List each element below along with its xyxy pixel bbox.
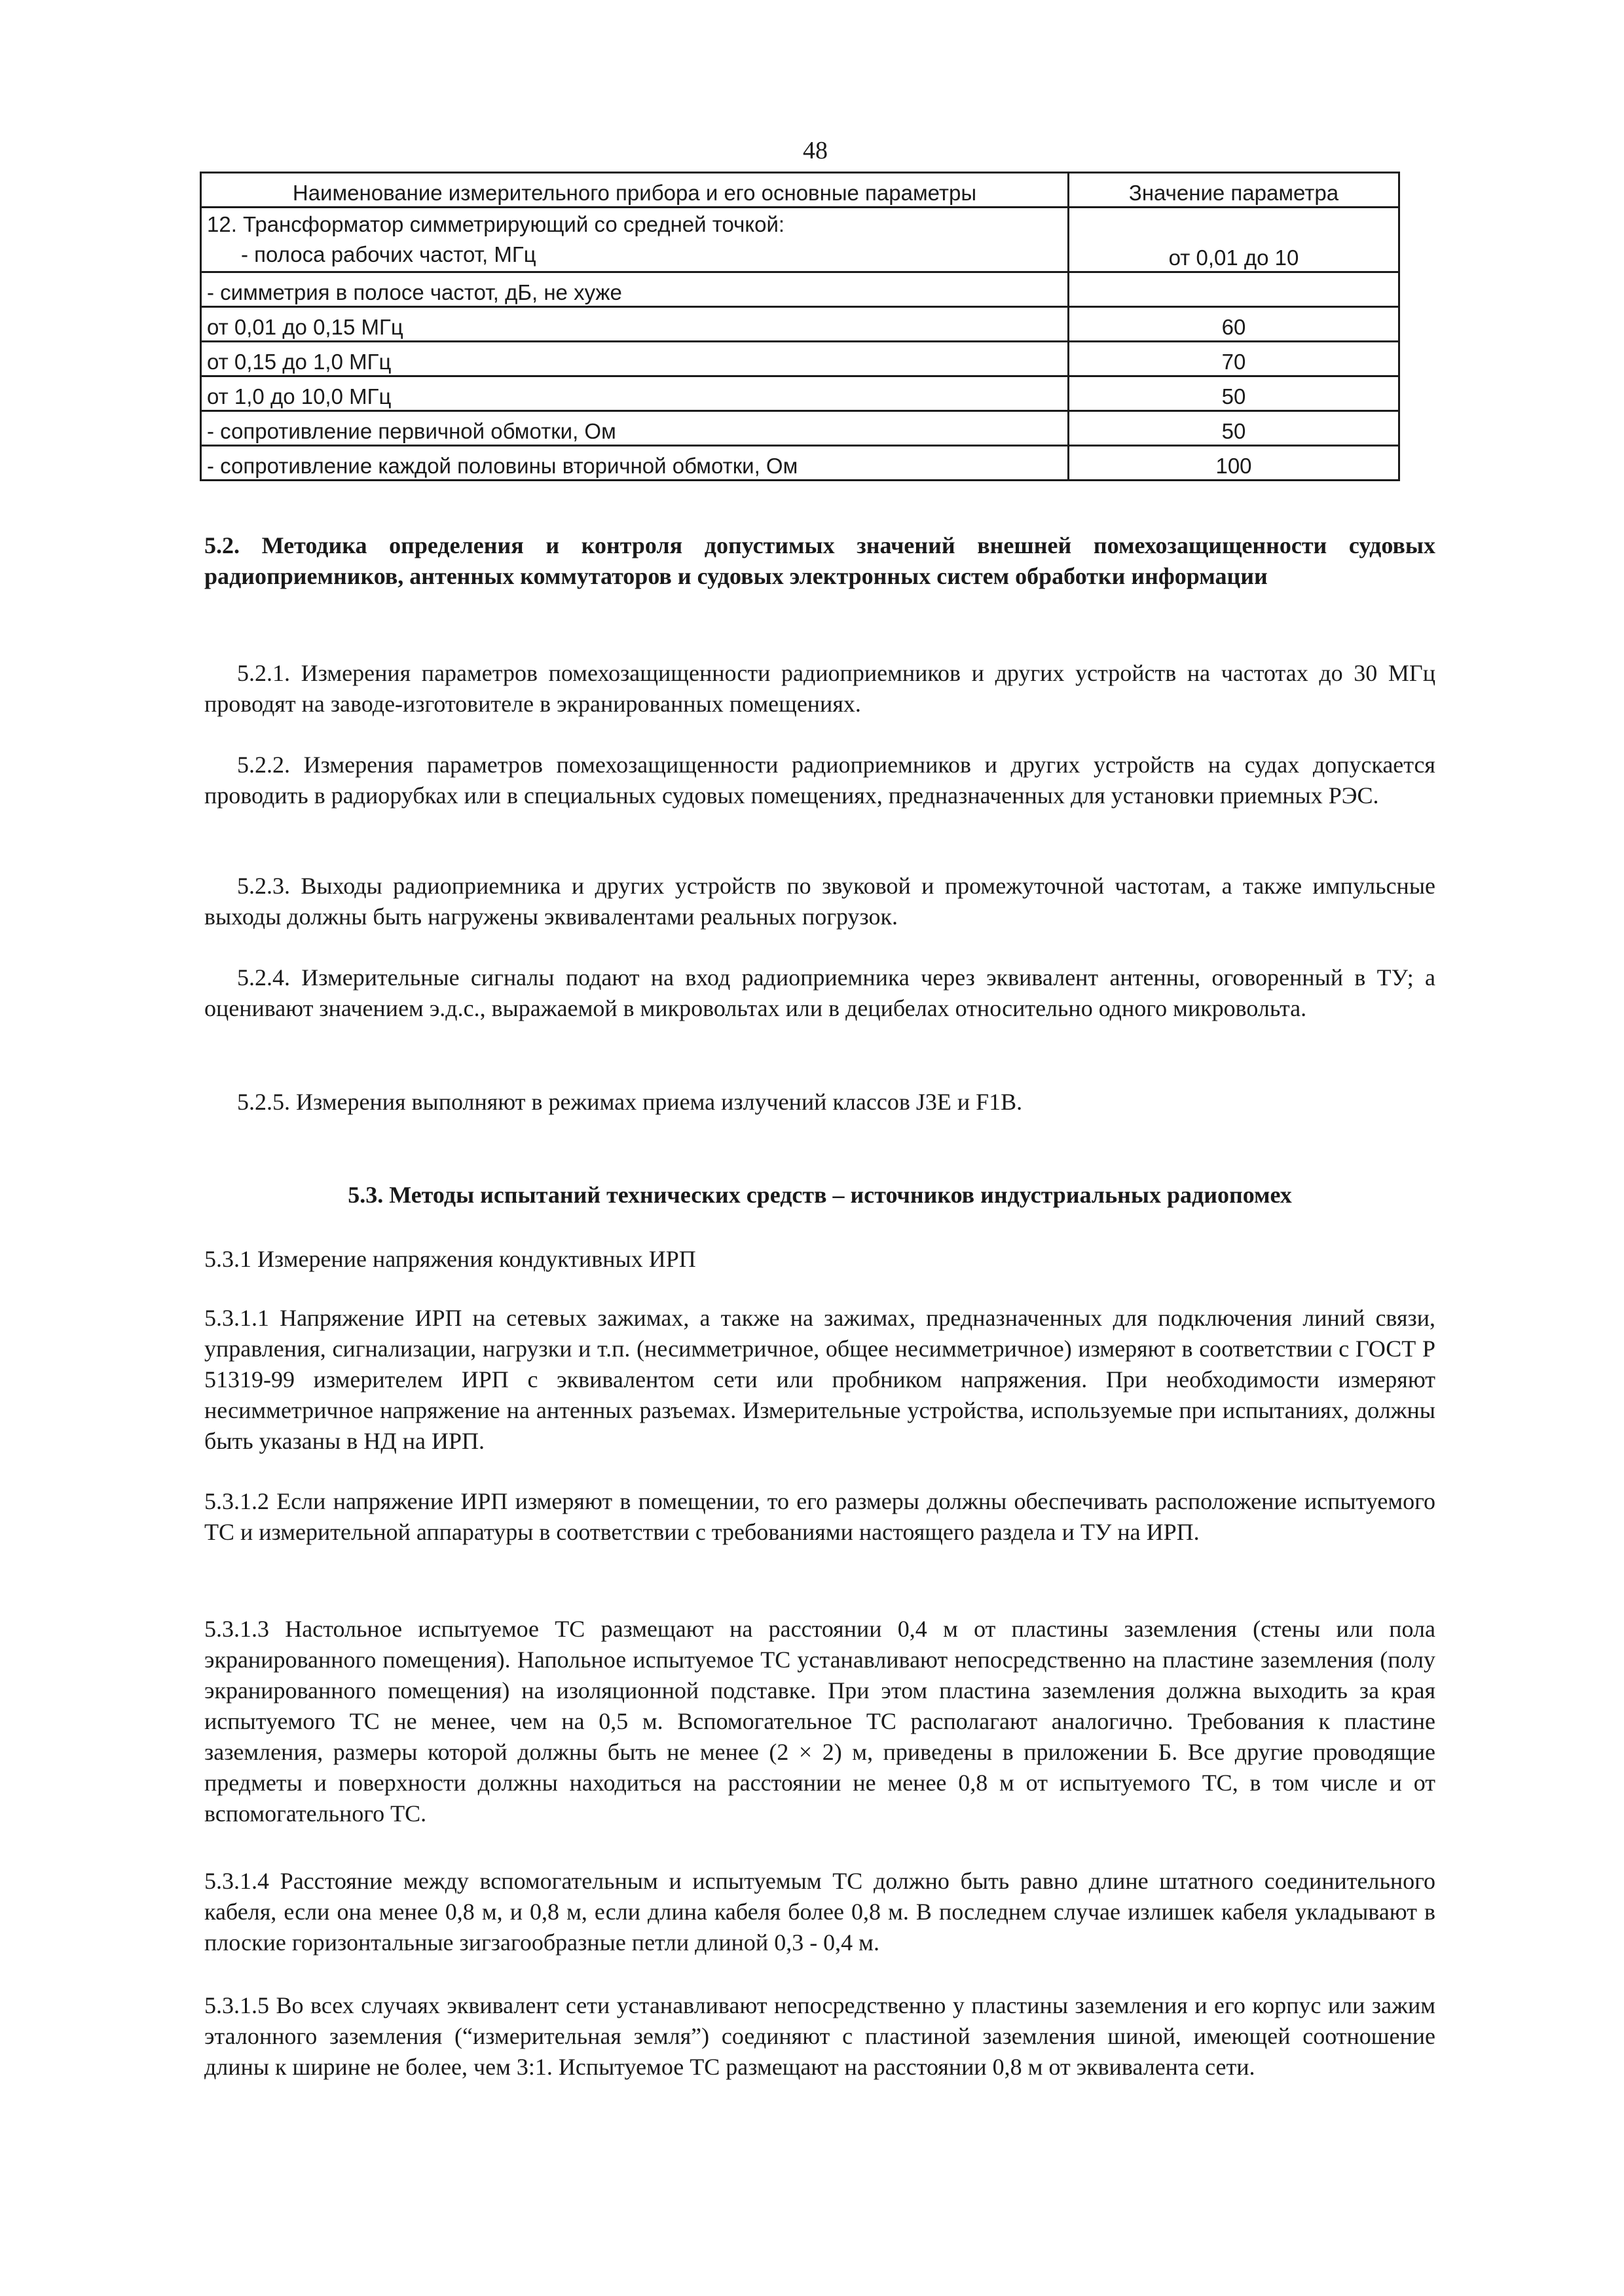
table-cell-value: 50 (1069, 411, 1399, 446)
table-row (201, 376, 1399, 411)
table-cell-label: от 0,01 до 0,15 МГц (201, 307, 1069, 342)
table-cell-value: 50 (1069, 376, 1399, 411)
table-cell-value: 60 (1069, 307, 1399, 342)
table-cell-value: 100 (1069, 446, 1399, 481)
table-header-name: Наименование измерительного прибора и его основные параметры (201, 173, 1069, 208)
parameters-table (200, 172, 1400, 481)
paragraph-block (204, 871, 1435, 932)
table-cell-label: от 1,0 до 10,0 МГц (201, 376, 1069, 411)
subsection-heading-block (204, 1244, 1435, 1275)
paragraph-block (204, 1087, 1435, 1118)
table-cell-value: 70 (1069, 342, 1399, 376)
paragraph-5-2-1: 5.2.1. Измерения параметров помехозащищенности радиоприемников и других устройств на частотах до 30 МГц проводят на заводе-изготовителе в экранированных помещениях. (204, 660, 1435, 717)
paragraph-block (204, 1866, 1435, 1958)
paragraph-5-3-1-2: 5.3.1.2 Если напряжение ИРП измеряют в помещении, то его размеры должны обеспечивать расположение испытуемого ТС и измерительной аппаратуры в соответствии с требованиями настоящего раздела и ТУ на ИРП. (204, 1488, 1435, 1545)
bandwidth-value: от 0,01 до 10 (1069, 208, 1399, 272)
paragraph-5-2-5: 5.2.5. Измерения выполняют в режимах приема излучений классов J3E и F1B. (237, 1089, 1023, 1115)
page-number: 48 (803, 137, 828, 164)
paragraph-5-2-3: 5.2.3. Выходы радиоприемника и других устройств по звуковой и промежуточной частотам, а также импульсные выходы должны быть нагружены эквивалентами реальных погрузок. (204, 873, 1435, 930)
paragraph-block (204, 1614, 1435, 1829)
bandwidth-label: - полоса рабочих частот, МГц (241, 242, 536, 266)
section-5-2-heading: 5.2. Методика определения и контроля допустимых значений внешней помехозащищенности судовых радиоприемников, антенных коммутаторов и судовых электронных систем обработки информации (204, 532, 1435, 589)
table-cell-label: - сопротивление каждой половины вторичной обмотки, Ом (201, 446, 1069, 481)
table-cell-label: от 0,15 до 1,0 МГц (201, 342, 1069, 376)
table-cell-item (201, 208, 1069, 272)
symmetry-label: - симметрия в полосе частот, дБ, не хуже (201, 272, 1069, 307)
paragraph-block (204, 1486, 1435, 1548)
table-row (201, 208, 1399, 272)
table-header-value: Значение параметра (1069, 173, 1399, 208)
paragraph-5-3-1-5: 5.3.1.5 Во всех случаях эквивалент сети устанавливают непосредственно у пластины заземления и его корпус или зажим эталонного заземления (“измерительная земля”) соединяют с пластиной заземления шиной, имеющей соотношение длины к ширине не более, чем 3:1. Испытуемое ТС размещают на расстоянии 0,8 м от эквивалента сети. (204, 1992, 1435, 2080)
table-row (201, 307, 1399, 342)
section-5-3-heading: 5.3. Методы испытаний технических средств – источников индустриальных радиопомех (348, 1182, 1292, 1208)
paragraph-block (204, 1303, 1435, 1457)
subsection-5-3-1-heading: 5.3.1 Измерение напряжения кондуктивных ИРП (204, 1246, 696, 1272)
item-title: 12. Трансформатор симметрирующий со средней точкой: (207, 212, 785, 236)
paragraph-block (204, 962, 1435, 1024)
paragraph-block (204, 1990, 1435, 2083)
paragraph-5-2-2: 5.2.2. Измерения параметров помехозащищенности радиоприемников и других устройств на судах допускается проводить в радиорубках или в специальных судовых помещениях, предназначенных для установки приемных РЭС. (204, 752, 1435, 809)
table-header-row (201, 173, 1399, 208)
table-row (201, 342, 1399, 376)
table-cell-label: - сопротивление первичной обмотки, Ом (201, 411, 1069, 446)
table-row (201, 272, 1399, 307)
paragraph-5-3-1-4: 5.3.1.4 Расстояние между вспомогательным и испытуемым ТС должно быть равно длине штатного соединительного кабеля, если она менее 0,8 м, и 0,8 м, если длина кабеля более 0,8 м. В последнем случае излишек кабеля укладывают в плоские горизонтальные зигзагообразные петли длиной 0,3 - 0,4 м. (204, 1868, 1435, 1956)
table-row (201, 411, 1399, 446)
table-row (201, 446, 1399, 481)
paragraph-5-3-1-1: 5.3.1.1 Напряжение ИРП на сетевых зажимах, а также на зажимах, предназначенных для подключения линий связи, управления, сигнализации, нагрузки и т.п. (несимметричное, общее несимметричное) измеряют в соответствии с ГОСТ Р 51319-99 измерителем ИРП с эквивалентом сети или пробником напряжения. При необходимости измеряют несимметричное напряжение на антенных разъемах. Измерительные устройства, используемые при испытаниях, должны быть указаны в НД на ИРП. (204, 1305, 1435, 1454)
paragraph-5-2-4: 5.2.4. Измерительные сигналы подают на вход радиоприемника через эквивалент антенны, оговоренный в ТУ; а оценивают значением э.д.с., выражаемой в микровольтах или в децибелах относительно одного микровольта. (204, 964, 1435, 1021)
section-5-3-heading-block (204, 1180, 1435, 1211)
section-5-2-heading-block (204, 530, 1435, 592)
paragraph-5-3-1-3: 5.3.1.3 Настольное испытуемое ТС размещают на расстоянии 0,4 м от пластины заземления (стены или пола экранированного помещения). Напольное испытуемое ТС устанавливают непосредственно на пластине заземления (полу экранированного помещения) на изоляционной подставке. При этом пластина заземления должна выходить за края испытуемого ТС не менее, чем на 0,5 м. Вспомогательное ТС располагают аналогично. Требования к пластине заземления, размеры которой должны быть не менее (2 × 2) м, приведены в приложении Б. Все другие проводящие предметы и поверхности должны находиться на расстоянии не менее 0,8 м от испытуемого ТС, в том числе и от вспомогательного ТС. (204, 1616, 1435, 1827)
table-cell-empty (1069, 272, 1399, 307)
paragraph-block (204, 658, 1435, 720)
paragraph-block (204, 750, 1435, 811)
